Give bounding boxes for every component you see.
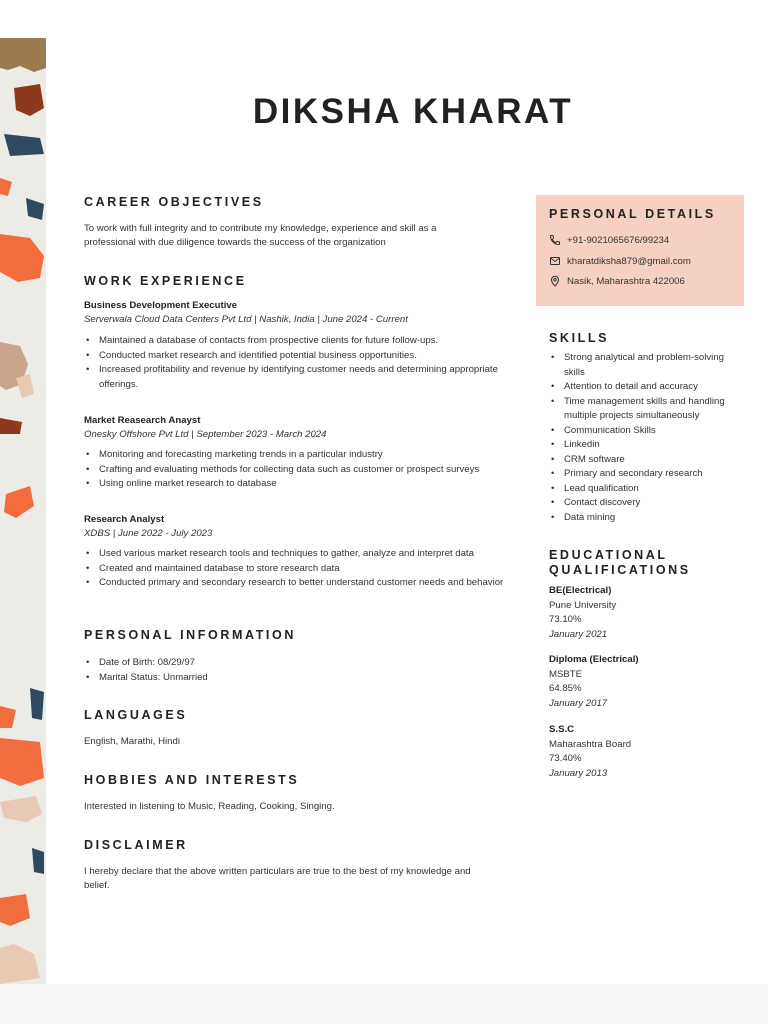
list-item: • Monitoring and forecasting marketing trends in a particular industry xyxy=(84,448,524,463)
location-icon xyxy=(549,275,561,287)
page-bottom-margin xyxy=(0,984,768,1024)
personal-information-heading: PERSONAL INFORMATION xyxy=(84,628,296,642)
list-item: • Attention to detail and accuracy xyxy=(549,380,741,395)
email-icon xyxy=(549,255,561,267)
education-heading-line-1: EDUCATIONAL xyxy=(549,548,668,562)
work-experience-heading: WORK EXPERIENCE xyxy=(84,274,247,288)
education-degree: BE(Electrical) xyxy=(549,585,612,596)
phone-icon xyxy=(549,234,561,246)
education-date: January 2017 xyxy=(549,697,608,709)
contact-location xyxy=(549,275,685,287)
job-bullets xyxy=(84,334,504,392)
education-institute: MSBTE xyxy=(549,668,583,680)
job-company: XDBS | June 2022 - July 2023 xyxy=(84,528,213,539)
personal-details-heading: PERSONAL DETAILS xyxy=(549,207,716,221)
list-item: • Contact discovery xyxy=(549,496,741,511)
list-item: • Created and maintained database to store research data xyxy=(84,562,504,577)
education-institute: Maharashtra Board xyxy=(549,738,632,750)
list-item: • Time management skills and handling multiple projects simultaneously xyxy=(549,395,741,424)
list-item: • Data mining xyxy=(549,511,741,526)
languages-heading: LANGUAGES xyxy=(84,708,188,722)
job-title: Research Analyst xyxy=(84,514,165,525)
personal-information-list xyxy=(84,656,504,685)
terrazzo-pattern xyxy=(0,38,46,984)
education-degree: S.S.C xyxy=(549,724,575,735)
list-item: • Linkedin xyxy=(549,438,741,453)
education-institute: Pune University xyxy=(549,599,617,611)
job-title: Market Reasearch Anayst xyxy=(84,415,201,426)
list-item: • Conducted primary and secondary research to better understand customer needs and behavior xyxy=(84,576,504,591)
list-item: • Increased profitability and revenue by identifying customer needs and determining appropriate offerings. xyxy=(84,363,504,392)
education-entry xyxy=(549,584,616,642)
list-item: • Conducted market research and identified potential business opportunities. xyxy=(84,349,504,364)
job-bullets xyxy=(84,547,504,591)
job-bullets xyxy=(84,448,524,492)
education-score: 73.40% xyxy=(549,753,582,764)
career-objective-line-1: To work with full integrity and to contribute my knowledge, experience and skill as a xyxy=(84,223,437,234)
list-item: • Used various market research tools and techniques to gather, analyze and interpret data xyxy=(84,547,504,562)
list-item: • CRM software xyxy=(549,453,741,468)
job-company: Onesky Offshore Pvt Ltd | September 2023 - March 2024 xyxy=(84,429,327,440)
education-score: 64.85% xyxy=(549,683,582,694)
job-company: Serverwala Cloud Data Centers Pvt Ltd | Nashik, India | June 2024 - Current xyxy=(84,314,408,325)
list-item: • Primary and secondary research xyxy=(549,467,741,482)
education-entry xyxy=(549,723,631,781)
list-item: • Using online market research to database xyxy=(84,477,524,492)
education-entry xyxy=(549,653,639,711)
education-degree: Diploma (Electrical) xyxy=(549,654,639,665)
list-item: • Strong analytical and problem-solving skills xyxy=(549,351,741,380)
list-item: • Crafting and evaluating methods for collecting data such as customer or prospect surveys xyxy=(84,463,524,478)
skills-list xyxy=(549,351,741,525)
list-item: • Marital Status: Unmarried xyxy=(84,671,504,686)
resume-name: DIKSHA KHARAT xyxy=(252,92,574,131)
terrazzo-decoration xyxy=(0,38,46,984)
education-date: January 2021 xyxy=(549,628,608,640)
disclaimer-line-2: belief. xyxy=(84,880,110,891)
phone-number: +91-9021065676/99234 xyxy=(567,234,670,246)
disclaimer-heading: DISCLAIMER xyxy=(84,838,188,852)
career-objectives-heading: CAREER OBJECTIVES xyxy=(84,195,264,209)
contact-phone xyxy=(549,234,669,246)
education-date: January 2013 xyxy=(549,767,608,779)
languages-text: English, Marathi, Hindi xyxy=(84,736,180,747)
hobbies-heading: HOBBIES AND INTERESTS xyxy=(84,773,300,787)
job-title: Business Development Executive xyxy=(84,300,238,311)
skills-heading: SKILLS xyxy=(549,331,610,345)
list-item: • Maintained a database of contacts from prospective clients for future follow-ups. xyxy=(84,334,504,349)
education-score: 73.10% xyxy=(549,614,582,625)
list-item: • Date of Birth: 08/29/97 xyxy=(84,656,504,671)
education-heading-line-2: QUALIFICATIONS xyxy=(549,563,691,577)
contact-email xyxy=(549,255,691,267)
disclaimer-line-1: I hereby declare that the above written particulars are true to the best of my knowledge and xyxy=(84,866,471,877)
hobbies-text: Interested in listening to Music, Reading, Cooking, Singing. xyxy=(84,801,335,812)
list-item: • Communication Skills xyxy=(549,424,741,439)
email-address: kharatdiksha879@gmail.com xyxy=(567,255,691,267)
career-objective-line-2: professional with due diligence towards the success of the organization xyxy=(84,237,386,248)
location-text: Nasik, Maharashtra 422006 xyxy=(567,275,685,287)
list-item: • Lead qualification xyxy=(549,482,741,497)
